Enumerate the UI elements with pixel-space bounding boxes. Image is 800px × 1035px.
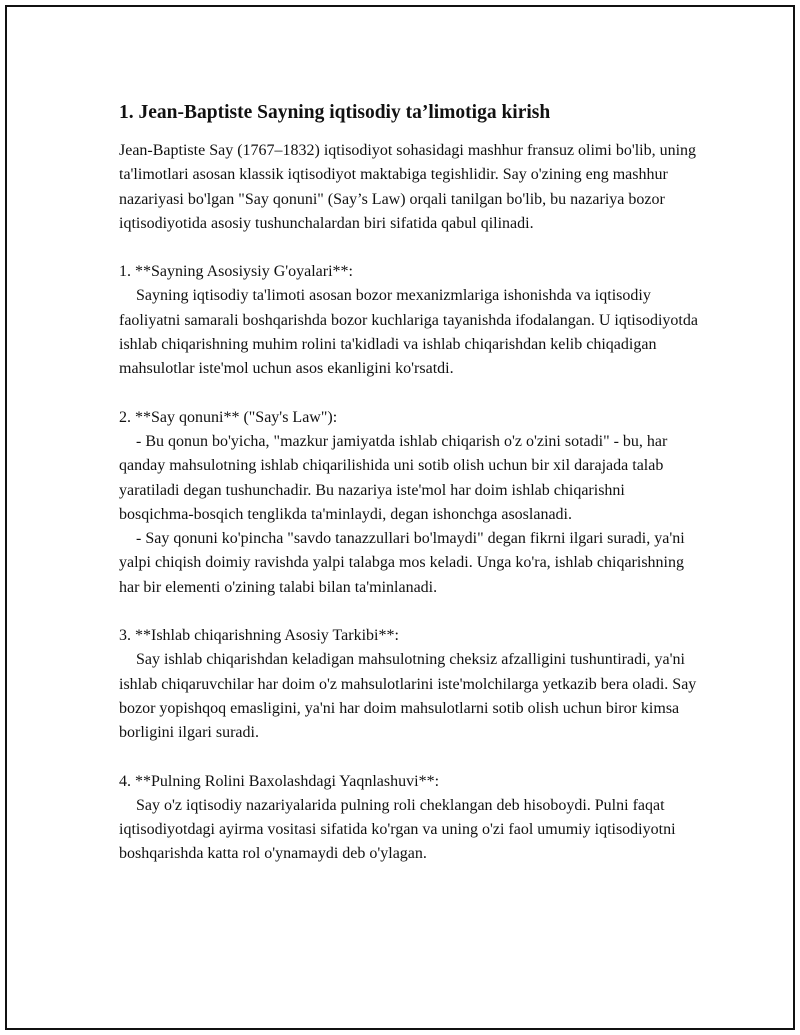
section-3 (119, 624, 699, 745)
document-content (119, 99, 699, 867)
section-body (119, 284, 699, 381)
section-title: 2. **Say qonuni** ("Say's Law"): (119, 408, 338, 426)
section-paragraph: Say o'z iqtisodiy nazariyalarida pulning roli cheklangan deb hisoboydi. Pulni faqat iqtisodiyotdagi ayirma vositasi sifatida ko'rgan va uning o'zi faol umumiy iqtisodiyotni boshqarishda katta rol o'ynamaydi deb o'ylagan. (119, 796, 676, 863)
section-paragraph: Sayning iqtisodiy ta'limoti asosan bozor mexanizmlariga ishonishda va iqtisodiy faoliyatni samarali boshqarishda bozor kuchlariga tayanishda ifodalangan. U iqtisodiyotda ishlab chiqarishning muhim rolini ta'kidladi va ishlab chiqarishdan kelib chiqadigan mahsulotlar iste'mol uchun asos ekanligini ko'rsatdi. (119, 287, 698, 378)
section-2 (119, 406, 699, 600)
section-paragraph: Say ishlab chiqarishdan keladigan mahsulotning cheksiz afzalligini tushuntiradi, ya'ni ishlab chiqaruvchilar har doim o'z mahsulotlarini iste'molchilarga yetkazib bera oladi. Say bozor yopishqoq emasligini, ya'ni har doim mahsulotlarni sotib olish uchun biror kimsa borligini ilgari suradi. (119, 651, 697, 742)
section-4 (119, 770, 699, 867)
section-body (119, 430, 699, 600)
section-body (119, 648, 699, 745)
document-page (5, 5, 795, 1030)
document-title: 1. Jean-Baptiste Sayning iqtisodiy ta’limotiga kirish (119, 102, 551, 123)
intro-paragraph: Jean-Baptiste Say (1767–1832) iqtisodiyot sohasidagi mashhur fransuz olimi bo'lib, uning ta'limotlari asosan klassik iqtisodiyot maktabiga tegishlidir. Say o'zining eng mashhur nazariyasi bo'lgan "Say qonuni" (Say’s Law) orqali tanilgan bo'lib, bu nazariya bozor iqtisodiyotida asosiy tushunchalardan biri sifatida qabul qilinadi. (119, 142, 697, 232)
section-title: 1. **Sayning Asosiysiy G'oyalari**: (119, 263, 353, 281)
section-paragraph: - Bu qonun bo'yicha, "mazkur jamiyatda ishlab chiqarish o'z o'zini sotadi" - bu, har qanday mahsulotning ishlab chiqarilishida uni sotib olish uchun bir xil darajada talab yaratiladi degan tushunchadir. Bu nazariya iste'mol har doim ishlab chiqarishni bosqichma-bosqich tenglikda ta'minlaydi, degan ishonchga asoslanadi. (119, 432, 668, 523)
section-title: 4. **Pulning Rolini Baxolashdagi Yaqnlashuvi**: (119, 772, 440, 790)
section-paragraph: - Say qonuni ko'pincha "savdo tanazzullari bo'lmaydi" degan fikrni ilgari suradi, ya'ni yalpi chiqish doimiy ravishda yalpi talabga mos keladi. Unga ko'ra, ishlab chiqarishning har bir elementi o'zining talabi bilan ta'minlanadi. (119, 530, 685, 596)
section-title: 3. **Ishlab chiqarishning Asosiy Tarkibi**: (119, 627, 399, 645)
section-1 (119, 260, 699, 381)
section-body (119, 794, 699, 867)
